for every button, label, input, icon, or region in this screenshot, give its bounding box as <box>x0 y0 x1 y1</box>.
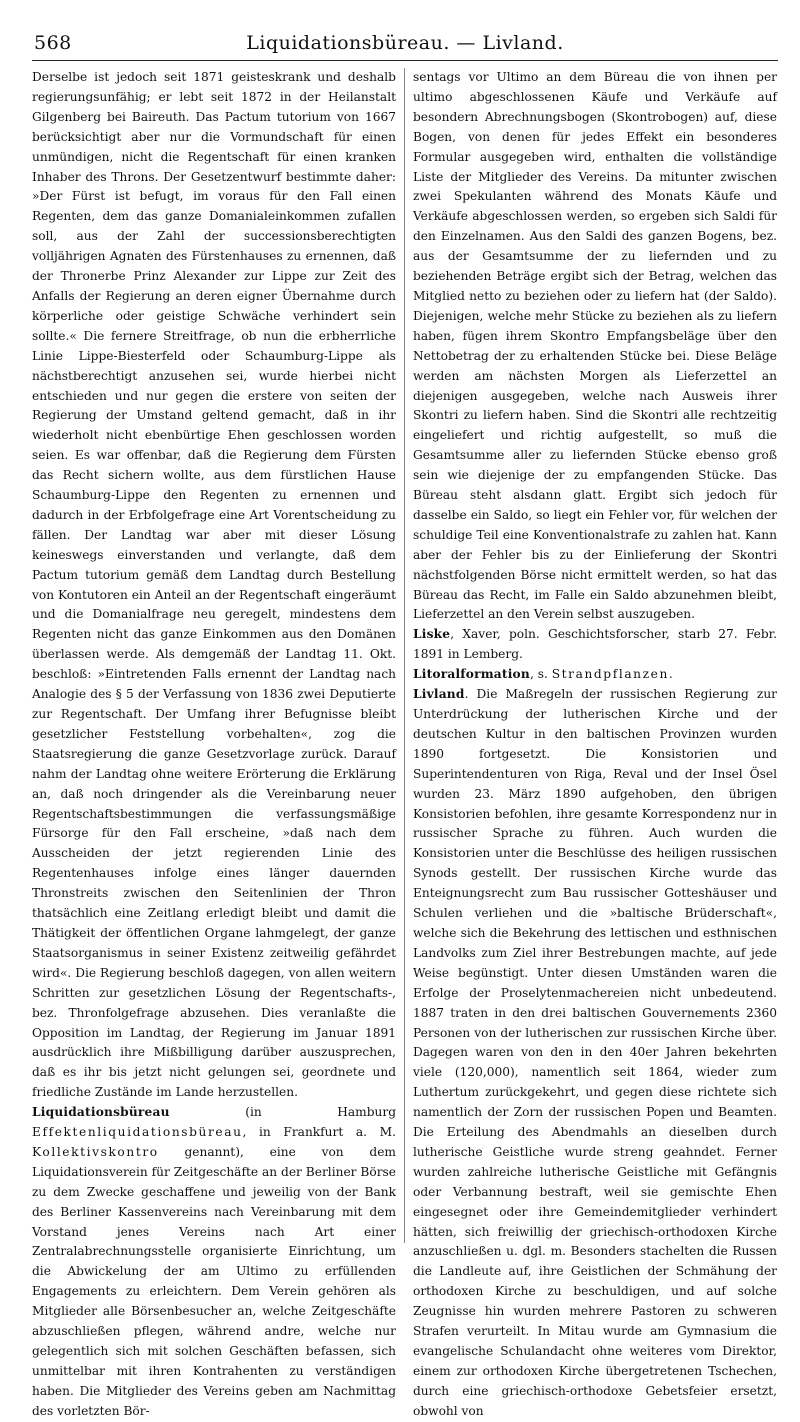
entry-headword: Liske <box>413 627 451 642</box>
entry-text: . <box>668 667 673 682</box>
page-header <box>32 30 778 61</box>
entry-text: genannt), eine von dem Liquidationsverein für Zeitgeschäfte an der Berliner Börse zu dem Zwecke geschaffene und jeweilig von der Bank des Berliner Kassenvereins nach Vereinbarung mit dem Vorstand jenes Vereins nach Art einer Zentralabrechnungsstelle organisierte Einrichtung, um die Abwickelung der am Ultimo zu erfüllenden Engagements zu erleichtern. Dem Verein gehören als Mitglieder alle Börsenbesucher an, welche Zeitgeschäfte abzuschließen pflegen, während andre, welche nur gelegentlich sich mit solchen Geschäften befassen, sich unmittelbar mit ihren Kontrahenten zu verständigen haben. Die Mitglieder des Vereins geben am Nachmittag des vorletzten Bör- <box>32 1144 396 1418</box>
entry-text: (in Hamburg <box>169 1105 396 1120</box>
entry-text: . Die Maßregeln der russischen Regierung zur Unterdrückung der lutherischen Kirche und der deutschen Kultur in den baltischen Provinzen wurden 1890 fortgesetzt. Die Konsistorien und Superintendenturen von Riga, Reval und der Insel Ösel wurden 23. März 1890 aufgehoben, den übrigen Konsistorien befohlen, ihre gesamte Korrespondenz nur in russischer Sprache zu führen. Auch wurden die Konsistorien unter die Beschlüsse des heiligen russischen Synods gestellt. Der russischen Kirche wurde das Enteignungsrecht zum Bau russischer Gotteshäuser und Schulen verliehen und die »baltische Brüderschaft«, welche sich die Bekehrung des lettischen und esthnischen Landvolks zum Ziel ihrer Bestrebungen machte, auf jede Weise begünstigt. Unter diesen Umständen waren die Erfolge der Proselytenmachereien nicht unbedeutend. 1887 traten in den drei baltischen Gouvernements 2360 Personen von der lutherischen zur russischen Kirche über. Dagegen waren von den in den 40er Jahren bekehrten viele (120,000), namentlich seit 1864, wieder zum Luthertum zurückgekehrt, und gegen diese richtete sich namentlich der Zorn der russischen Popen und Beamten. Die Erteilung des Abendmahls an dieselben durch lutherische Geistliche wurde streng geahndet. Ferner wurden zahlreiche lutherische Geistliche mit Gefängnis oder Verbannung bestraft, weil sie gemischte Ehen eingesegnet oder ihre Gemeindemitglieder verhindert hätten, sich freiwillig der griechisch-orthodoxen Kirche anzuschließen u. dgl. m. Besonders stachelten die Russen die Landleute auf, ihre Geistlichen der Schmähung der orthodoxen Kirche zu beschuldigen, und auf solche Zeugnisse hin wurden mehrere Pastoren zu schweren Strafen verurteilt. In Mitau wurde am Gymnasium die evangelische Schulandacht ohne weiteres vom Direktor, einem zur orthodoxen Kirche übergetretenen Tschechen, durch eine griechisch-orthodoxe Gebetsfeier ersetzt, obwohl von <box>413 687 777 1418</box>
entry-litoralformation <box>413 665 777 685</box>
entry-text: , Xaver, poln. Geschichtsforscher, starb 27. Febr. 1891 in Lemberg. <box>413 627 777 662</box>
entry-text: , s. <box>529 667 552 682</box>
entry-headword: Livland <box>413 687 465 702</box>
entry-headword: Liquidationsbüreau <box>32 1105 170 1120</box>
entry-liske <box>413 625 777 665</box>
entry-livland <box>413 685 777 1422</box>
running-head: Liquidationsbüreau. — Livland. <box>246 32 564 54</box>
right-column <box>413 68 777 1418</box>
page-number: 568 <box>34 32 72 54</box>
liquidationsbureau-continuation: sentags vor Ultimo an dem Büreau die von ihnen per ultimo abgeschlossenen Käufe und Verkäufe auf besondern Abrechnungsbogen (Skontrobogen) auf, diese Bogen, von denen für jedes Effekt ein besonderes Formular ausgegeben wird, enthalten die vollständige Liste der Mitglieder des Vereins. Da mitunter zwischen zwei Spekulanten während des Monats Käufe und Verkäufe abgeschlossen werden, so ergeben sich Saldi für den Einzelnamen. Aus den Saldi des ganzen Bogens, bez. aus der Gesamtsumme der zu liefernden und zu beziehenden Beträge ergibt sich der Betrag, welchen das Mitglied netto zu beziehen oder zu liefern hat (der Saldo). Diejenigen, welche mehr Stücke zu beziehen als zu liefern haben, fügen ihrem Skontro Empfangsbeläge über den Nettobetrag der zu erhaltenden Stücke bei. Diese Beläge werden am nächsten Morgen als Lieferzettel an diejenigen ausgegeben, welche nach Ausweis ihrer Skontri zu liefern haben. Sind die Skontri alle rechtzeitig eingeliefert und richtig aufgestellt, so muß die Gesamtsumme aller zu liefernden Stücke ebenso groß sein wie diejenige der zu empfangenden Stücke. Das Büreau steht alsdann glatt. Ergibt sich jedoch für dasselbe ein Saldo, so liegt ein Fehler vor, für welchen der schuldige Teil eine Konventionalstrafe zu zahlen hat. Kann aber der Fehler bis zu der Einlieferung der Skontri nächstfolgenden Börse nicht ermittelt werden, so hat das Büreau das Recht, im Falle ein Saldo abzunehmen bleibt, Lieferzettel an den Verein selbst auszugeben. <box>413 70 777 622</box>
entry-text: , in Frankfurt a. M. <box>242 1125 396 1140</box>
entry-spaced-term: Kollektivskontro <box>32 1144 159 1159</box>
entry-liquidationsbureau <box>32 1103 396 1422</box>
entry-spaced-term: Effektenliquidationsbüreau <box>32 1125 243 1140</box>
text-columns <box>32 68 778 1418</box>
entry-headword: Litoralformation <box>413 667 530 682</box>
left-column <box>32 68 396 1418</box>
column-divider <box>404 68 405 1243</box>
lippe-continuation-paragraph: Derselbe ist jedoch seit 1871 geisteskrank und deshalb regierungsunfähig; er lebt seit 1872 in der Heilanstalt Gilgenberg bei Baireuth. Das Pactum tutorium von 1667 berücksichtigt aber nur die Vormundschaft für einen unmündigen, nicht die Regentschaft für einen kranken Inhaber des Throns. Der Gesetzentwurf bestimmte daher: »Der Fürst ist befugt, im voraus für den Fall einen Regenten, dem das ganze Domanialeinkommen zufallen soll, aus der Zahl der successionsberechtigten volljährigen Agnaten des Fürstenhauses zu ernennen, daß der Thronerbe Prinz Alexander zur Lippe zur Zeit des Anfalls der Regierung an deren eigner Übernahme durch körperliche oder geistige Schwäche verhindert sein sollte.« Die fernere Streitfrage, ob nun die erbherrliche Linie Lippe-Biesterfeld oder Schaumburg-Lippe als nächstberechtigt anzusehen sei, wurde hierbei nicht entschieden und nur gegen die erstere von seiten der Regierung der Umstand geltend gemacht, daß in ihr wiederholt nicht ebenbürtige Ehen geschlossen worden seien. Es war offenbar, daß die Regierung dem Fürsten das Recht sichern wollte, aus dem fürstlichen Hause Schaumburg-Lippe den Regenten zu ernennen und dadurch in der Erbfolgefrage eine Art Vorentscheidung zu fällen. Der Landtag war aber mit dieser Lösung keineswegs einverstanden und verlangte, daß dem Pactum tutorium gemäß dem Landtag durch Bestellung von Kontutoren ein Anteil an der Regentschaft eingeräumt und die Domanialfrage neu geregelt, mindestens dem Regenten nicht das ganze Einkommen aus den Domänen überlassen werde. Als demgemäß der Landtag 11. Okt. beschloß: »Eintretenden Falls ernennt der Landtag nach Analogie des § 5 der Verfassung von 1836 zwei Deputierte zur Regentschaft. Der Umfang ihrer Befugnisse bleibt gesetzlicher Feststellung vorbehalten«, zog die Staatsregierung die ganze Gesetzvorlage zurück. Darauf nahm der Landtag ohne weitere Erörterung die Erklärung an, daß noch dringender als die Vereinbarung neuer Regentschaftsbestimmungen die verfassungsmäßige Fürsorge für den Fall erscheine, »daß nach dem Ausscheiden der jetzt regierenden Linie des Regentenhauses infolge eines länger dauernden Thronstreits zwischen den Seitenlinien der Thron thatsächlich eine Zeitlang erledigt bleibt und damit die Thätigkeit der öffentlichen Organe lahmgelegt, der ganze Staatsorganismus in seiner Existenz zeitweilig gefährdet wird«. Die Regierung beschloß dagegen, von allen weitern Schritten zur gesetzlichen Lösung der Regentschafts-, bez. Thronfolgefrage abzusehen. Dies veranlaßte die Opposition im Landtag, der Regierung im Januar 1891 ausdrücklich ihre Mißbilligung darüber auszusprechen, daß es ihr bis jetzt nicht gelungen sei, geordnete und friedliche Zustände im Lande herzustellen. <box>32 70 396 1100</box>
entry-cross-reference: Strandpflanzen <box>551 667 669 682</box>
document-page <box>32 30 778 1418</box>
